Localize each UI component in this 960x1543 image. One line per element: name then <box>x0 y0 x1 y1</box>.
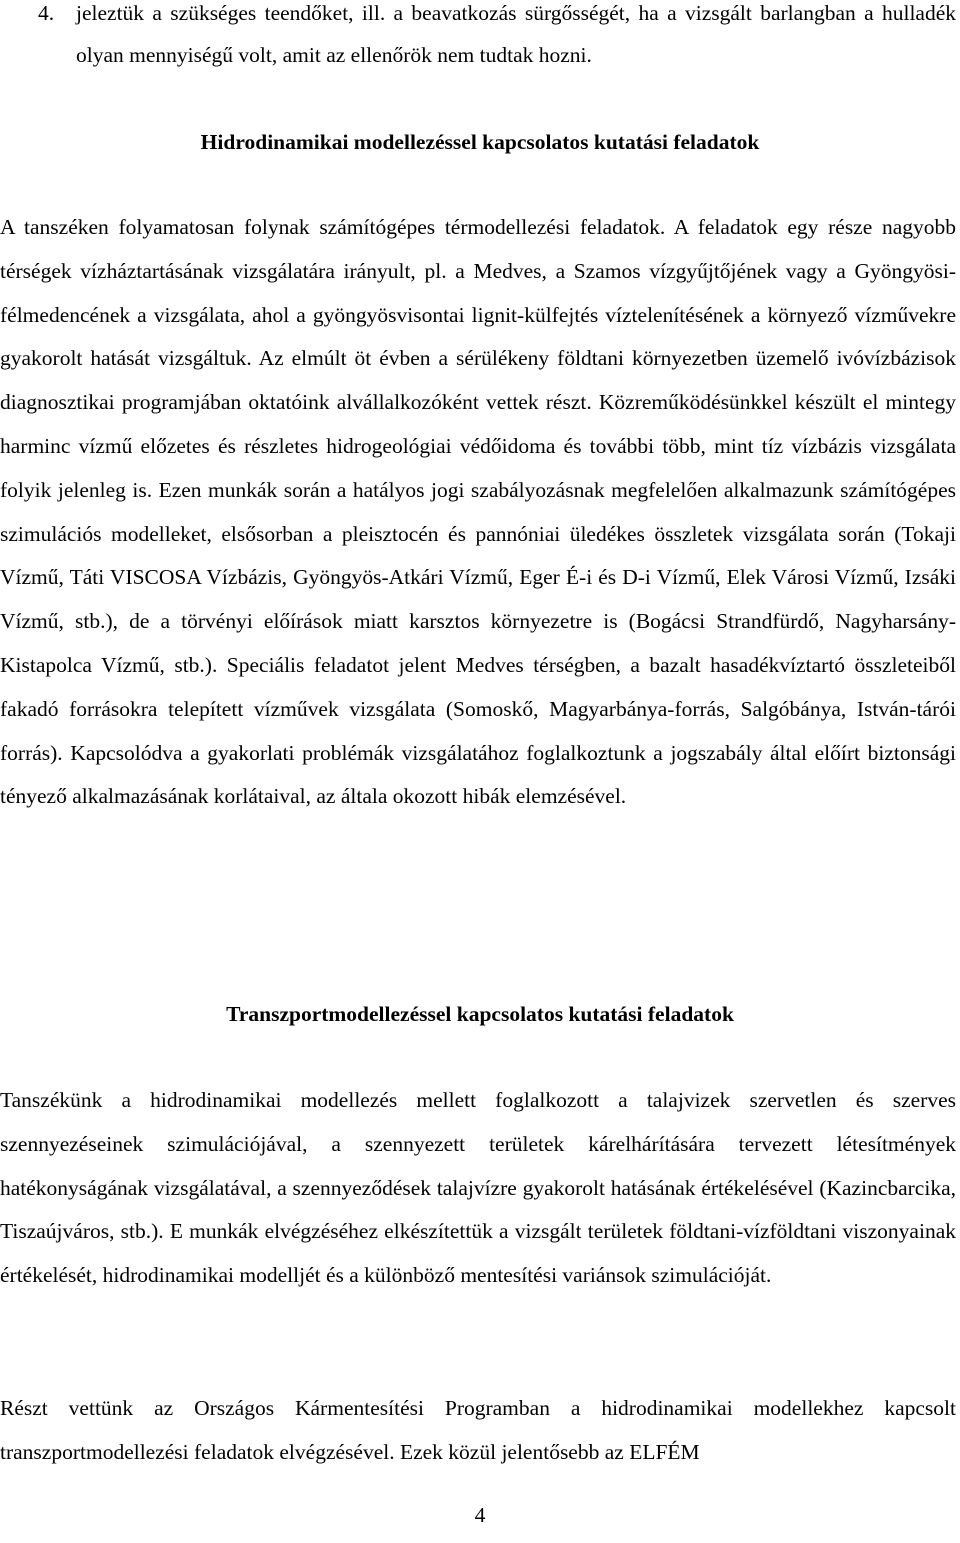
paragraph-transport-2: Részt vettünk az Országos Kármentesítési Programban a hidrodinamikai modellekhez kapcsolt transzportmodellezési feladatok elvégzésével. Ezek közül jelentősebb az ELFÉM <box>0 1396 956 1464</box>
list-item-number: 4. <box>38 1 55 25</box>
section-heading-hydrodynamic: Hidrodinamikai modellezéssel kapcsolatos kutatási feladatok <box>200 130 760 154</box>
page-number: 4 <box>474 1503 486 1527</box>
paragraph-transport-1: Tanszékünk a hidrodinamikai modellezés mellett foglalkozott a talajvizek szervetlen és szerves szennyezéseinek szimulációjával, a szennyezett területek kárelhárítására tervezett létesítmények hatékonyságának vizsgálatával, a szennyeződések talajvízre gyakorolt hatásának értékelésével (Kazincbarcika, Tiszaújváros, stb.). E munkák elvégzéséhez elkészítettük a vizsgált területek földtani-vízföldtani viszonyainak értékelését, hidrodinamikai modelljét és a különböző mentesítési variánsok szimulációját. <box>0 1088 956 1288</box>
list-item-text: jeleztük a szükséges teendőket, ill. a beavatkozás sürgősségét, ha a vizsgált barlangban a hulladék olyan mennyiségű volt, amit az ellenőrök nem tudtak hozni. <box>76 1 956 67</box>
paragraph-hydrodynamic: A tanszéken folyamatosan folynak számítógépes térmodellezési feladatok. A feladatok egy része nagyobb térségek vízháztartásának vizsgálatára irányult, pl. a Medves, a Szamos vízgyűjtőjének vagy a Gyöngyösi-félmedencének a vizsgálata, ahol a gyöngyösvisontai lignit-külfejtés víztelenítésének a környező vízművekre gyakorolt hatását vizsgáltuk. Az elmúlt öt évben a sérülékeny földtani környezetben üzemelő ivóvízbázisok diagnosztikai programjában oktatóink alvállalkozóként vettek részt. Közreműködésünkkel készült el mintegy harminc vízmű előzetes és részletes hidrogeológiai védőidoma és további több, mint tíz vízbázis vizsgálata folyik jelenleg is. Ezen munkák során a hatályos jogi szabályozásnak megfelelően alkalmazunk számítógépes szimulációs modelleket, elsősorban a pleisztocén és pannóniai üledékes összletek vizsgálata során (Tokaji Vízmű, Táti VISCOSA Vízbázis, Gyöngyös-Atkári Vízmű, Eger É-i és D-i Vízmű, Elek Városi Vízmű, Izsáki Vízmű, stb.), de a törvényi előírások miatt karsztos környezetre is (Bogácsi Strandfürdő, Nagyharsány-Kistapolca Vízmű, stb.). Speciális feladatot jelent Medves térségben, a bazalt hasadékvíztartó összleteiből fakadó forrásokra telepített vízművek vizsgálata (Somoskő, Magyarbánya-forrás, Salgóbánya, István-tárói forrás). Kapcsolódva a gyakorlati problémák vizsgálatához foglalkoztunk a jogszabály által előírt biztonsági tényező alkalmazásának korlátaival, az általa okozott hibák elemzésével. <box>0 215 956 809</box>
numbered-list-item <box>38 0 956 76</box>
section-heading-transport: Transzportmodellezéssel kapcsolatos kutatási feladatok <box>226 1002 734 1026</box>
